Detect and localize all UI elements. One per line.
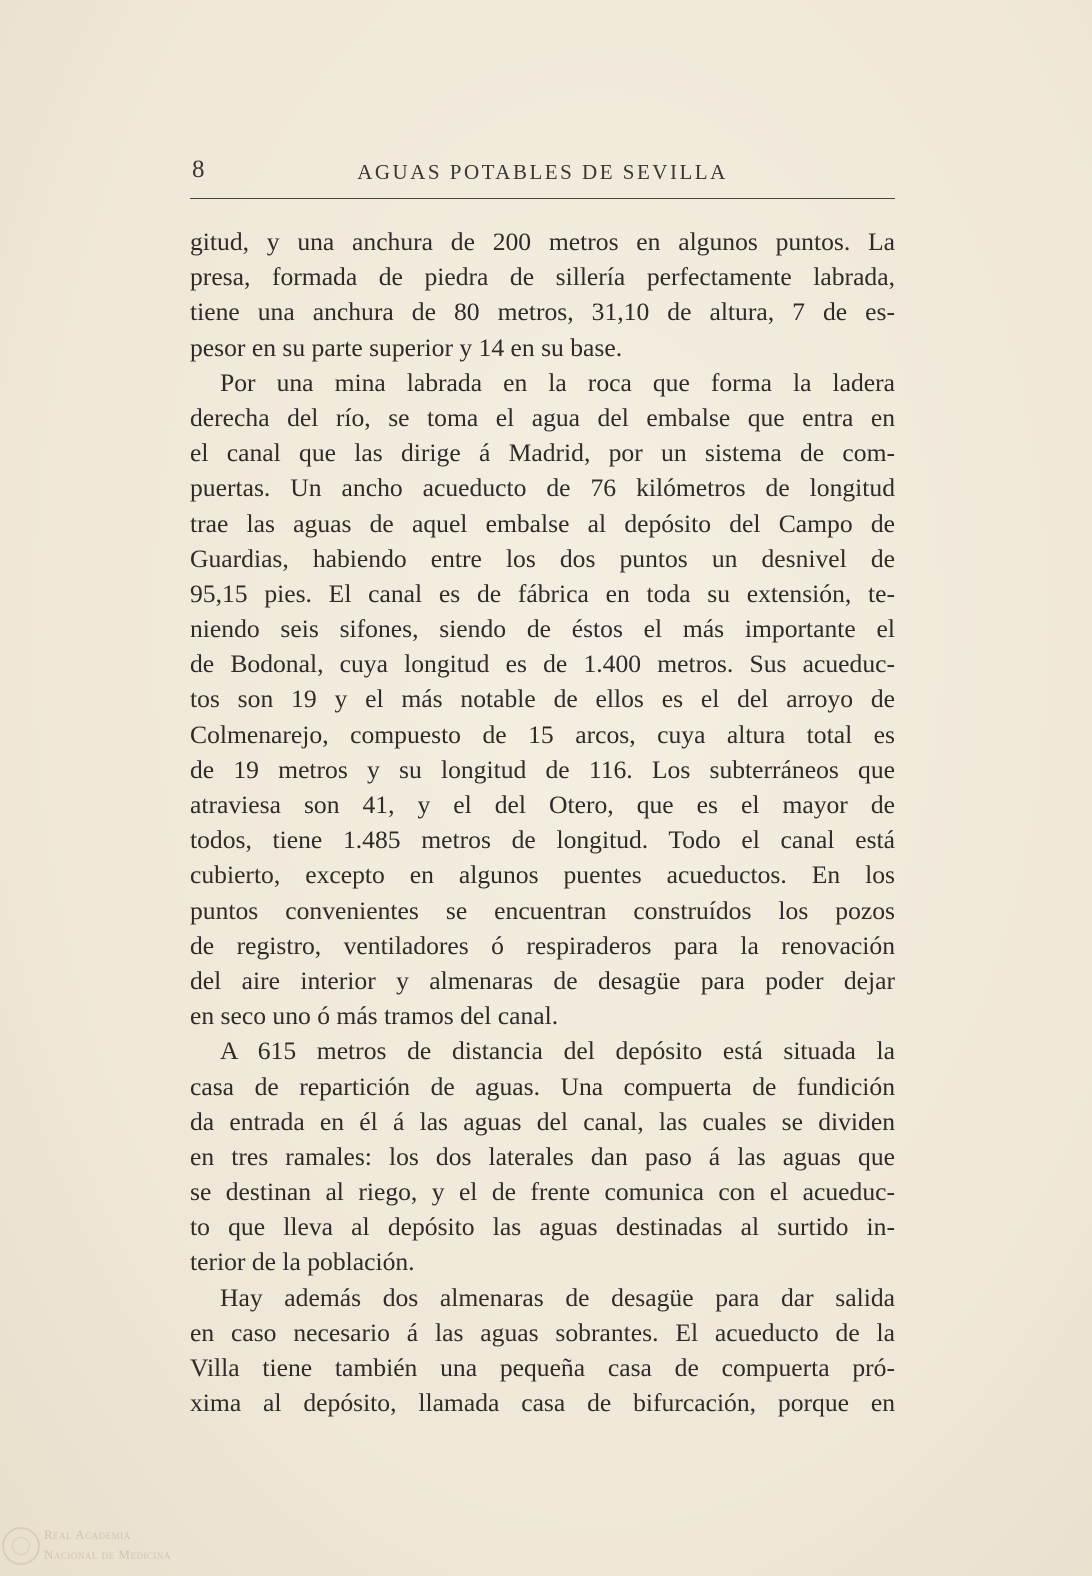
text-line: de registro, ventiladores ó respiraderos para la renovación (190, 930, 895, 960)
seal-inner-ring (12, 1537, 30, 1555)
text-line: en caso necesario á las aguas sobrantes. El acueducto de la (190, 1317, 895, 1347)
library-watermark (2, 1525, 202, 1571)
text-line: de 19 metros y su longitud de 116. Los subterráneos que (190, 754, 895, 784)
text-line: Guardias, habiendo entre los dos puntos un desnivel de (190, 543, 895, 573)
text-line: Villa tiene también una pequeña casa de compuerta pró- (190, 1353, 895, 1382)
academy-seal-icon (2, 1527, 40, 1565)
text-line: Por una mina labrada en la roca que forma la ladera (220, 367, 895, 397)
text-line: tiene una anchura de 80 metros, 31,10 de altura, 7 de es- (190, 297, 895, 327)
text-line: en seco uno ó más tramos del canal. (190, 1001, 559, 1031)
page-number: 8 (192, 156, 205, 183)
text-line: se destinan al riego, y el de frente comunica con el acueduc- (190, 1177, 895, 1207)
text-line: en tres ramales: los dos laterales dan paso á las aguas que (190, 1141, 895, 1171)
text-line: el canal que las dirige á Madrid, por un sistema de com- (190, 438, 895, 468)
watermark-line-2: Nacional de Medicina (44, 1547, 171, 1562)
text-line: del aire interior y almenaras de desagüe para poder dejar (190, 965, 895, 995)
text-line: cubierto, excepto en algunos puentes acueductos. En los (190, 860, 895, 890)
body-text (190, 224, 895, 1420)
text-line: to que lleva al depósito las aguas destinadas al surtido in- (190, 1212, 895, 1242)
text-line: 95,15 pies. El canal es de fábrica en toda su extensión, te- (190, 578, 895, 608)
page-header (190, 154, 895, 194)
text-line: atraviesa son 41, y el del Otero, que es el mayor de (190, 790, 895, 819)
text-line: presa, formada de piedra de sillería perfectamente labrada, (190, 262, 895, 292)
text-line: gitud, y una anchura de 200 metros en algunos puntos. La (190, 227, 895, 256)
text-line: Hay además dos almenaras de desagüe para dar salida (220, 1282, 895, 1312)
text-line: trae las aguas de aquel embalse al depósito del Campo de (190, 508, 895, 538)
text-line: pesor en su parte superior y 14 en su base. (190, 332, 623, 362)
text-line: todos, tiene 1.485 metros de longitud. Todo el canal está (190, 825, 895, 855)
header-rule (190, 198, 895, 199)
text-line: Colmenarejo, compuesto de 15 arcos, cuya altura total es (190, 719, 895, 749)
text-line: puertas. Un ancho acueducto de 76 kilómetros de longitud (190, 473, 895, 503)
text-line: xima al depósito, llamada casa de bifurcación, porque en (190, 1388, 895, 1418)
running-title: AGUAS POTABLES DE SEVILLA (357, 160, 728, 184)
text-line: casa de repartición de aguas. Una compuerta de fundición (190, 1071, 895, 1101)
text-line: tos son 19 y el más notable de ellos es el del arroyo de (190, 684, 895, 714)
text-line: de Bodonal, cuya longitud es de 1.400 metros. Sus acueduc- (190, 649, 895, 679)
watermark-line-1: Real Academia (44, 1527, 131, 1542)
text-line: niendo seis sifones, siendo de éstos el más importante el (190, 614, 895, 644)
text-line: A 615 metros de distancia del depósito está situada la (220, 1036, 895, 1066)
text-line: da entrada en él á las aguas del canal, las cuales se dividen (190, 1106, 895, 1136)
text-line: terior de la población. (190, 1247, 415, 1277)
text-line: puntos convenientes se encuentran construídos los pozos (190, 895, 895, 925)
text-line: derecha del río, se toma el agua del embalse que entra en (190, 402, 895, 432)
